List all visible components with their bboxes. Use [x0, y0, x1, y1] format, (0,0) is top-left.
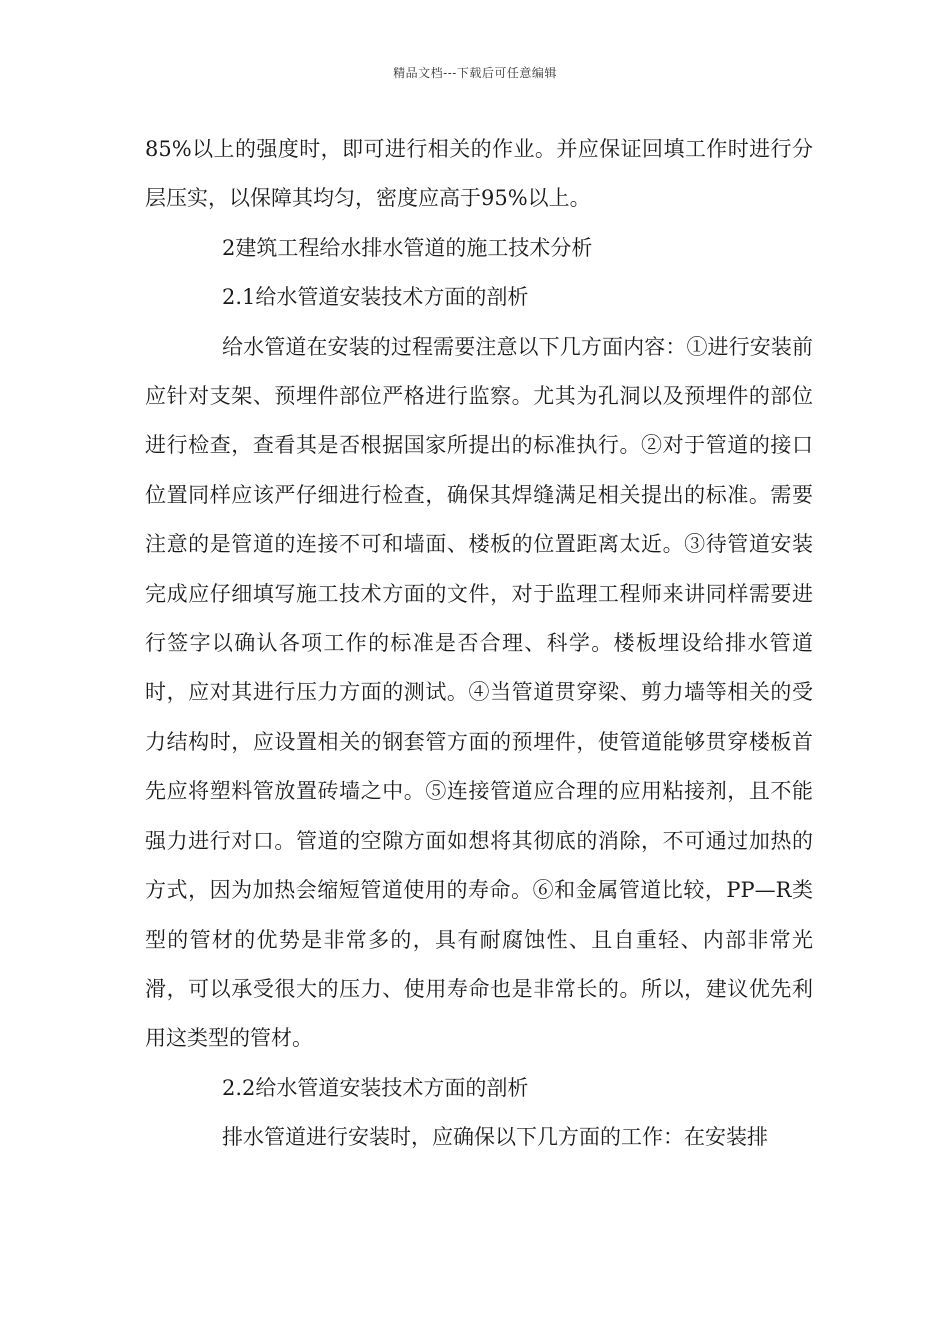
- section-heading-2: 2建筑工程给水排水管道的施工技术分析: [222, 235, 593, 260]
- subsection-heading-2-2: 2.2给水管道安装技术方面的剖析: [222, 1075, 529, 1100]
- paragraph-drainage-installation: 排水管道进行安装时，应确保以下几方面的工作：在安装排: [222, 1125, 768, 1150]
- page-header: 精品文档---下载后可任意编辑: [393, 66, 557, 80]
- document-body: [145, 125, 813, 1163]
- paragraph-continuation: 85%以上的强度时，即可进行相关的作业。并应保证回填工作时进行分层压实，以保障其均匀，密度应高于95%以上。: [145, 137, 813, 211]
- subsection-heading-2-1: 2.1给水管道安装技术方面的剖析: [222, 285, 529, 310]
- paragraph-water-supply-installation: 给水管道在安装的过程需要注意以下几方面内容：①进行安装前应针对支架、预埋件部位严格进行监察。尤其为孔洞以及预埋件的部位进行检查，查看其是否根据国家所提出的标准执行。②对于管道的接口位置同样应该严仔细进行检查，确保其焊缝满足相关提出的标准。需要注意的是管道的连接不可和墙面、楼板的位置距离太近。③待管道安装完成应仔细填写施工技术方面的文件，对于监理工程师来讲同样需要进行签字以确认各项工作的标准是否合理、科学。楼板埋设给排水管道时，应对其进行压力方面的测试。④当管道贯穿梁、剪力墙等相关的受力结构时，应设置相关的钢套管方面的预埋件，使管道能够贯穿楼板首先应将塑料管放置砖墙之中。⑤连接管道应合理的应用粘接剂，且不能强力进行对口。管道的空隙方面如想将其彻底的消除，不可通过加热的方式，因为加热会缩短管道使用的寿命。⑥和金属管道比较，PP—R类型的管材的优势是非常多的，具有耐腐蚀性、且自重轻、内部非常光滑，可以承受很大的压力、使用寿命也是非常长的。所以，建议优先利用这类型的管材。: [145, 334, 813, 1051]
